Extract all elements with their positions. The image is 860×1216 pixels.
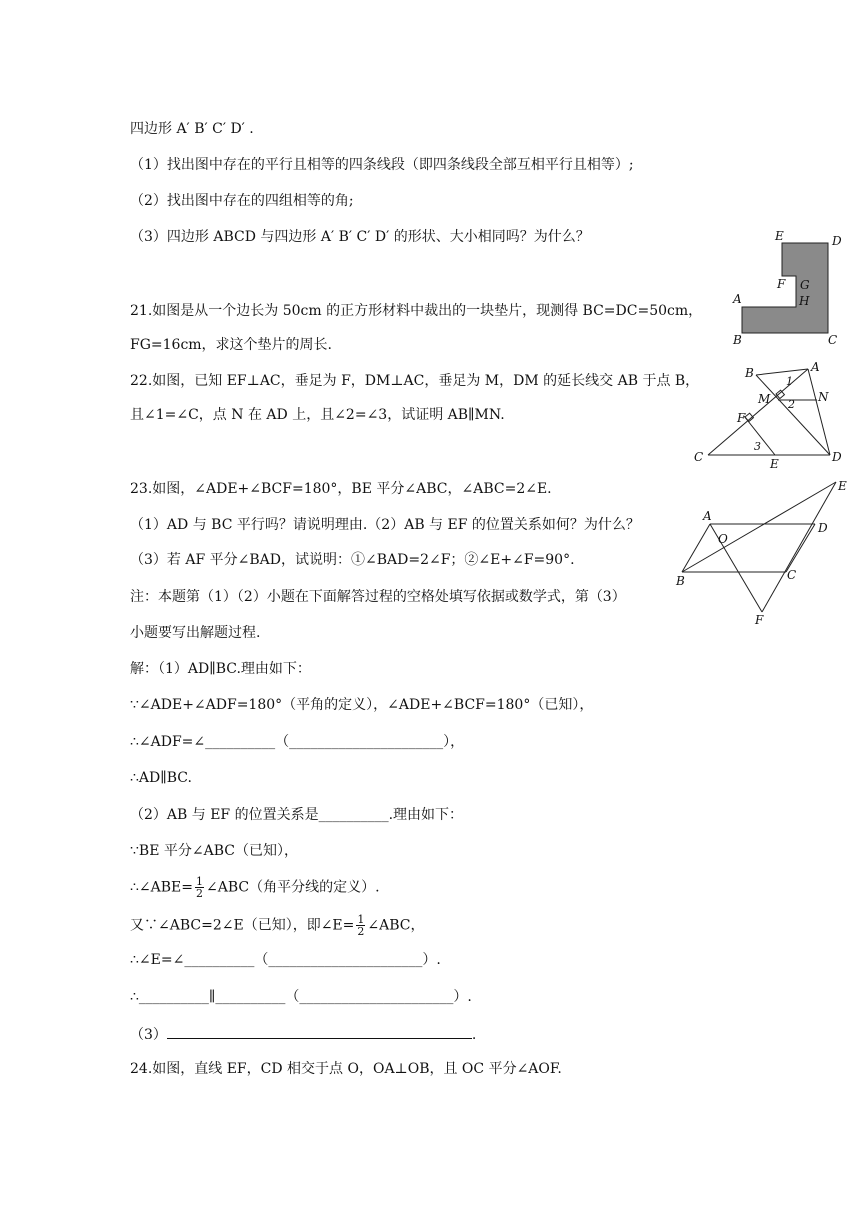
fig21-label-a: A bbox=[733, 292, 742, 306]
solution-step-6: 又∵∠ABC=2∠E（已知），即∠E= $\frac{1}{2}$ ∠ABC， bbox=[130, 913, 425, 938]
question-21-text: 21.如图是从一个边长为 50cm 的正方形材料中裁出的一块垫片，现测得 BC=DC=50cm， bbox=[130, 303, 703, 319]
solution-step-4: ∵BE 平分∠ABC（已知）， bbox=[130, 843, 298, 859]
fig21-label-c: C bbox=[828, 333, 838, 346]
fig23-label-e: E bbox=[838, 479, 847, 493]
solution-heading: 解：（1）AD∥BC.理由如下： bbox=[130, 661, 311, 677]
fig22-label-3: 3 bbox=[754, 440, 761, 453]
line-quad-name: 四边形 A′ B′ C′ D′ . bbox=[130, 121, 254, 137]
question-23-note: 注：本题第（1）（2）小题在下面解答过程的空格处填写依据或数学式，第（3） bbox=[130, 589, 626, 605]
fig23-label-o: O bbox=[718, 532, 728, 546]
solution-step-7: ∴∠E=∠__________（______________________）. bbox=[130, 952, 441, 968]
fig22-label-m: M bbox=[758, 392, 771, 406]
figure-q22 bbox=[690, 360, 848, 470]
fraction-half: $\frac{1}{2}$ bbox=[357, 913, 365, 938]
fig23-label-c: C bbox=[787, 568, 797, 582]
solution-part-2-heading: （2）AB 与 EF 的位置关系是__________.理由如下： bbox=[130, 807, 464, 823]
question-23-text: 23.如图，∠ADE+∠BCF=180°，BE 平分∠ABC，∠ABC=2∠E. bbox=[130, 481, 552, 497]
fig21-label-h: H bbox=[799, 294, 810, 308]
fig23-label-a: A bbox=[703, 509, 712, 523]
fig22-label-2: 2 bbox=[788, 398, 795, 411]
fig21-label-e: E bbox=[775, 229, 784, 243]
question-23-part-1-2: （1）AD 与 BC 平行吗？请说明理由.（2）AB 与 EF 的位置关系如何？为什么？ bbox=[130, 517, 640, 533]
question-20-part-2: （2）找出图中存在的四组相等的角; bbox=[130, 193, 354, 209]
fig23-label-d: D bbox=[818, 521, 828, 535]
fig22-label-a: A bbox=[811, 360, 820, 374]
fraction-half: $\frac{1}{2}$ bbox=[196, 875, 203, 900]
fig22-label-1: 1 bbox=[786, 375, 793, 388]
solution-step-1: ∵∠ADE+∠ADF=180°（平角的定义），∠ADE+∠BCF=180°（已知）， bbox=[130, 697, 594, 713]
fig22-label-e: E bbox=[770, 457, 779, 470]
fig21-label-b: B bbox=[733, 333, 742, 346]
question-20-part-1: （1）找出图中存在的平行且相等的四条线段（即四条线段全部互相平行且相等）; bbox=[130, 157, 634, 173]
fig21-label-f: F bbox=[777, 277, 786, 291]
solution-step-2: ∴∠ADF=∠__________（______________________）， bbox=[130, 734, 465, 750]
question-24-text: 24.如图，直线 EF，CD 相交于点 O，OA⊥OB，且 OC 平分∠AOF. bbox=[130, 1061, 562, 1077]
question-21-text-cont: FG=16cm，求这个垫片的周长. bbox=[130, 337, 333, 353]
fig23-label-f: F bbox=[755, 613, 764, 627]
question-22-text-cont: 且∠1=∠C，点 N 在 AD 上，且∠2=∠3，试证明 AB∥MN. bbox=[130, 407, 505, 423]
question-23-part-3: （3）若 AF 平分∠BAD，试说明：①∠BAD=2∠F；②∠E+∠F=90°. bbox=[130, 552, 575, 568]
fig23-label-b: B bbox=[676, 574, 685, 588]
fig22-label-n: N bbox=[818, 390, 829, 404]
fig22-label-d: D bbox=[832, 450, 842, 464]
fig22-label-b: B bbox=[745, 366, 754, 380]
solution-part-3: （3） . bbox=[130, 1024, 476, 1045]
question-23-note-cont: 小题要写出解题过程. bbox=[130, 625, 261, 641]
fig21-label-d: D bbox=[832, 234, 842, 248]
solution-step-5: ∴∠ABE= $\frac{1}{2}$ ∠ABC（角平分线的定义）. bbox=[130, 875, 380, 900]
solution-step-3: ∴AD∥BC. bbox=[130, 770, 192, 786]
fig22-label-f: F bbox=[737, 411, 746, 425]
fig21-label-g: G bbox=[800, 278, 810, 292]
answer-blank bbox=[167, 1024, 472, 1039]
solution-step-8: ∴__________∥__________（______________________）. bbox=[130, 989, 472, 1005]
question-20-part-3: （3）四边形 ABCD 与四边形 A′ B′ C′ D′ 的形状、大小相同吗？为什么？ bbox=[130, 229, 590, 245]
figure-q23 bbox=[658, 472, 850, 627]
figure-q21 bbox=[728, 228, 850, 346]
question-22-text: 22.如图，已知 EF⊥AC，垂足为 F，DM⊥AC，垂足为 M，DM 的延长线交 AB 于点 B， bbox=[130, 373, 700, 389]
fig22-label-c: C bbox=[694, 450, 704, 464]
